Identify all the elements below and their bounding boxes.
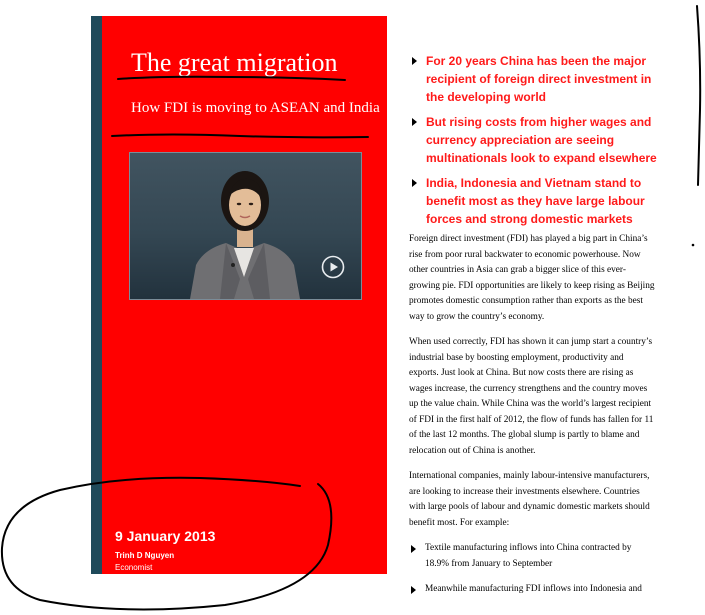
report-author: Trinh D Nguyen [115, 551, 175, 560]
body-bullet-list [409, 541, 655, 598]
body-bullet [409, 541, 655, 572]
highlight-text: For 20 years China has been the major recipient of foreign direct investment in the developing world [426, 54, 652, 104]
report-title: The great migration [131, 48, 338, 77]
highlight-item [410, 52, 660, 106]
highlight-text: But rising costs from higher wages and currency appreciation are seeing multinationals look to expand elsewhere [426, 115, 657, 165]
margin-line-stroke [697, 6, 700, 185]
bullet-triangle-icon [412, 118, 417, 126]
article-body [409, 232, 655, 608]
margin-dot [692, 244, 695, 247]
body-bullet [409, 582, 655, 598]
report-date: 9 January 2013 [115, 528, 216, 544]
highlight-text: India, Indonesia and Vietnam stand to benefit most as they have large labour forces and strong domestic markets [426, 176, 645, 226]
key-highlights [410, 52, 660, 235]
body-paragraph: When used correctly, FDI has shown it can jump start a country’s industrial base by boosting employment, productivity and exports. Just look at China. But now costs there are rising as wages increase, the currency strengthens and the country moves up the value chain. While China was the world’s largest recipient of FDI in the first half of 2012, the flow of funds has fallen for 11 of the last 12 months. The global slump is partly to blame and relocation out of China is another. [409, 337, 654, 456]
body-paragraph: International companies, mainly labour-intensive manufacturers, are looking to increase their investments elsewhere. Countries with large pools of labour and dynamic domestic markets should benefit most. For example: [409, 471, 650, 528]
body-bullet-text: Textile manufacturing inflows into China contracted by 18.9% from January to September [425, 543, 632, 569]
bullet-triangle-icon [411, 545, 416, 553]
body-bullet-text: Meanwhile manufacturing FDI inflows into Indonesia and [425, 584, 642, 594]
report-subtitle: How FDI is moving to ASEAN and India [131, 100, 380, 116]
bullet-triangle-icon [411, 586, 416, 594]
cover-stripe [91, 16, 102, 574]
play-icon[interactable] [321, 255, 345, 279]
highlight-item [410, 174, 660, 228]
report-cover [91, 16, 387, 574]
highlight-item [410, 113, 660, 167]
bullet-triangle-icon [412, 57, 417, 65]
report-organization: Economist [115, 563, 153, 572]
body-paragraph: Foreign direct investment (FDI) has played a big part in China’s rise from poor rural backwater to economic powerhouse. Now other countries in Asia can grab a bigger slice of this ever-growing pie. FDI opportunities are likely to keep rising as Beijing promotes domestic consumption rather than exports as the best way to grow the country’s economy. [409, 234, 655, 322]
bullet-triangle-icon [412, 179, 417, 187]
video-player[interactable] [129, 152, 362, 300]
